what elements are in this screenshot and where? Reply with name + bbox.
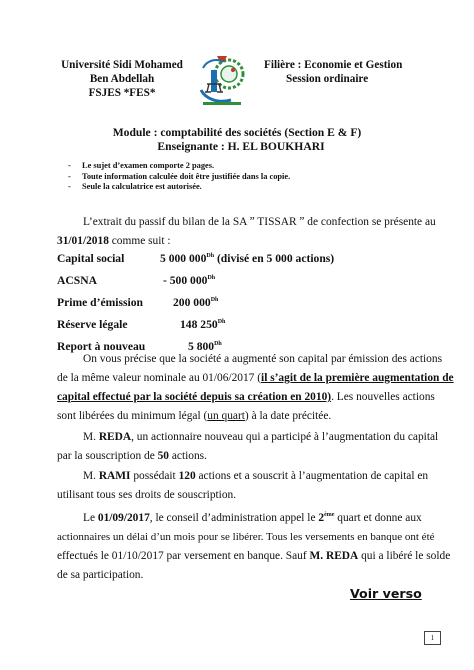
rule-item: - Toute information calculée doit être justifiée dans la copie. — [68, 171, 291, 181]
session-label: Session ordinaire — [286, 73, 369, 85]
faculty-name: FSJES *FES* — [88, 87, 156, 99]
university-name-line1: Université Sidi Mohamed — [61, 59, 183, 71]
paragraph-rami: M. RAMI possédait 120 actions et a souscrit à l’augmentation de capital en utilisant tous ses droits de souscription. — [57, 470, 429, 501]
teacher-name: Enseignante : H. EL BOUKHARI — [157, 140, 325, 153]
intro-date: 31/01/2018 — [57, 235, 109, 247]
page-number: 1 — [424, 631, 441, 645]
university-logo — [197, 50, 247, 112]
module-title: Module : comptabilité des sociétés (Section E & F) — [112, 126, 362, 139]
see-back-link: Voir verso — [350, 586, 422, 601]
paragraph-calls: Le 01/09/2017, le conseil d’administration appel le 2ème quart et donne aux actionnaires un délai d’un mois pour se libérer. Tous les versements en banque ont été effectués le 01/10/2017 par versement en banque. Sauf M. REDA qui a libéré le solde de sa participation. — [57, 511, 451, 581]
module-block — [0, 126, 474, 154]
intro-paragraph: L’extrait du passif du bilan de la SA ˮ TISSAR ˮ de confection se présente au 31/01/2018 comme suit : — [57, 216, 436, 247]
university-name-line2: Ben Abdellah — [89, 73, 155, 85]
bilan-value: 5 000 $000^{Dh}$ (divisé en 5 000 actions) — [160, 252, 335, 265]
bilan-label: Report à nouveau — [57, 340, 146, 353]
program-block — [264, 58, 424, 86]
bilan-value: 5 $800^{Dh}$ — [188, 340, 222, 353]
bilan-label: Réserve légale — [57, 318, 128, 331]
exam-rules-list — [68, 161, 290, 193]
filiere-label: Filière : Economie et Gestion — [264, 59, 403, 71]
bilan-value: 148 $250^{Dh}$ — [180, 318, 226, 331]
rule-item: - Le sujet d’examen comporte 2 pages. — [68, 161, 215, 170]
paragraph-capital-increase: On vous précise que la société a augmenté son capital par émission des actions de la même valeur nominale au 01/06/2017 (il s’agit de la première augmentation de capital effectué par la société depuis sa création en 2010). Les nouvelles actions sont libérées du minimum légal (un quart) à la date précitée. — [57, 353, 454, 422]
bilan-label: ACSNA — [57, 274, 97, 287]
university-block — [52, 58, 192, 100]
paragraph-reda: M. REDA, un actionnaire nouveau qui a participé à l’augmentation du capital par la souscription de 50 actions. — [57, 431, 439, 462]
bilan-label: Prime d’émission — [57, 296, 143, 309]
rule-item: - Seule la calculatrice est autorisée. — [68, 182, 202, 192]
bilan-label: Capital social — [57, 252, 125, 265]
bilan-value: 200 $000^{Dh}$ — [173, 296, 219, 309]
bilan-value: - 500 $000^{Dh}$ — [163, 274, 216, 287]
